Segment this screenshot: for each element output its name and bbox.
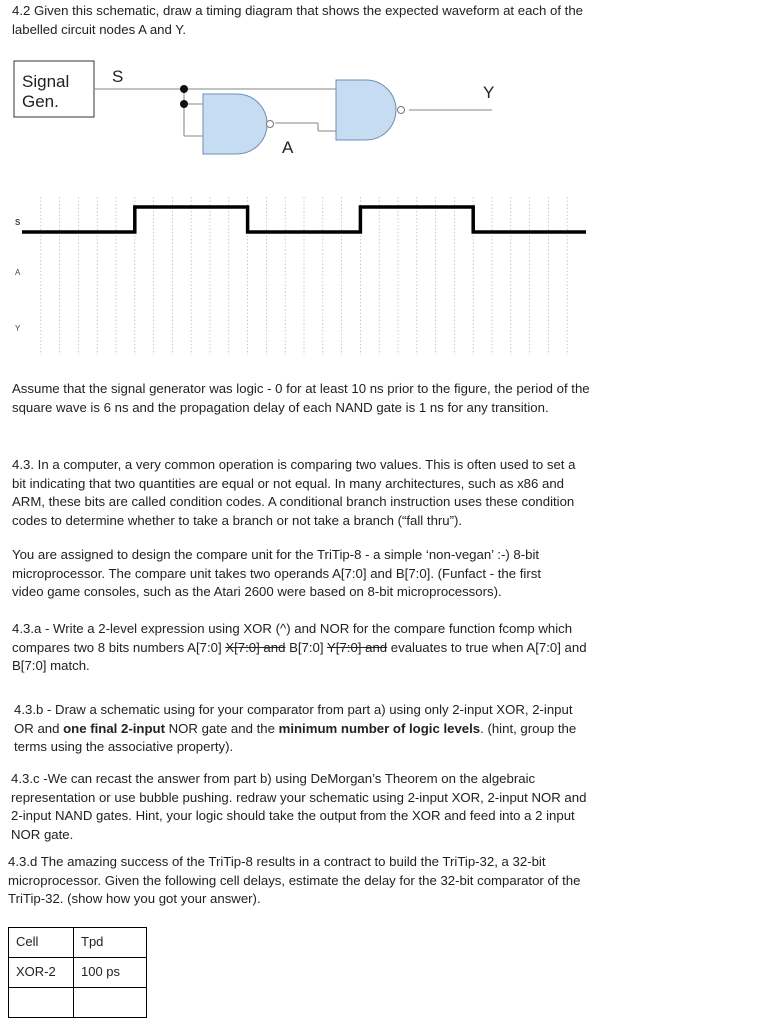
q42-prompt: 4.2 Given this schematic, draw a timing diagram that shows the expected waveform at each of the labelled circuit nodes A and Y. [12,3,584,37]
table-header-tpd: Tpd [74,928,147,958]
q43b-bold-2: minimum number of logic levels [278,720,481,736]
q43c-question: 4.3.c -We can recast the answer from part b) using DeMorgan’s Theorem on the algebraic representation or use bubble pushing. redraw your schematic using 2-input XOR, 2-input NOR and 2-input NAND gates. Hint, your logic should take the output from the XOR and feed into a 2 input NOR gate. [11,771,587,842]
signal-label-s: S [15,218,21,227]
q43a-text-2: B[7:0] [285,639,327,655]
node-s-label: S [112,67,124,86]
q43a-question [12,620,592,676]
q43d-question: 4.3.d The amazing success of the TriTip-8 results in a contract to build the TriTip-32, a 32-bit microprocessor. Given the following cell delays, estimate the delay for the 32-bit comparator of the TriTip-32. (show how you got your answer). [8,854,581,906]
q43a-strike-1: X[7:0] and [225,639,286,655]
junction-dot [180,100,188,108]
q43b-text-2: NOR gate and the [164,720,279,736]
table-row [9,958,147,988]
q43b-bold-1: one final 2-input [63,720,165,736]
signal-label-a: A [15,268,21,277]
table-cell-empty [9,988,74,1018]
signal-generator-label-1: Signal [22,72,70,91]
q43b-text-1: 4.3.b - Draw a schematic using for your comparator from part a) using only 2-input XOR, 2-input OR and [14,702,573,736]
node-y-label: Y [483,83,495,102]
schematic-wires [94,89,492,136]
q43-intro: 4.3. In a computer, a very common operation is comparing two values. This is often used to set a bit indicating that two quantities are equal or not equal. In many architectures, such as x86 and ARM, these bits are called condition codes. A conditional branch instruction uses these condition codes to determine whether to take a branch or not take a branch (“fall thru”). [12,457,576,528]
q43-design: You are assigned to design the compare unit for the TriTip-8 - a simple ‘non-vegan’ :-) 8-bit microprocessor. The compare unit takes two operands A[7:0] and B[7:0]. (Funfact - the first video game consoles, such as the Atari 2600 were based on 8-bit microprocessors). [12,547,541,599]
q43a-text-1: 4.3.a - Write a 2-level expression using XOR (^) and NOR for the compare function fcomp which compares two 8 bits numbers A[7:0] [12,621,573,655]
cell-delay-table [8,927,147,1018]
junction-dot [180,85,188,93]
nand-gate-2 [336,80,396,140]
signal-label-y: Y [15,324,21,333]
q43a-text-3: evaluates to true when A[7:0] and B[7:0] match. [12,639,587,673]
table-cell-tpd: 100 ps [74,958,147,988]
timing-diagram [0,190,600,358]
table-header-row [9,928,147,958]
q43b-text-3: . (hint, group the terms using the associative property). [14,720,577,754]
q42-assumption: Assume that the signal generator was logic - 0 for at least 10 ns prior to the figure, the period of the square wave is 6 ns and the propagation delay of each NAND gate is 1 ns for any transition. [12,381,590,415]
circuit-schematic [0,55,560,170]
table-row [9,988,147,1018]
q43a-strike-2: Y[7:0] and [326,639,388,655]
nand-gate-1-bubble [267,121,274,128]
signal-generator-label-2: Gen. [22,92,59,111]
q43b-question [14,701,594,757]
node-a-label: A [282,138,294,157]
nand-gate-1 [203,94,267,154]
table-cell-empty [74,988,147,1018]
table-cell-name: XOR-2 [9,958,74,988]
nand-gate-2-bubble [398,107,405,114]
table-header-cell: Cell [9,928,74,958]
